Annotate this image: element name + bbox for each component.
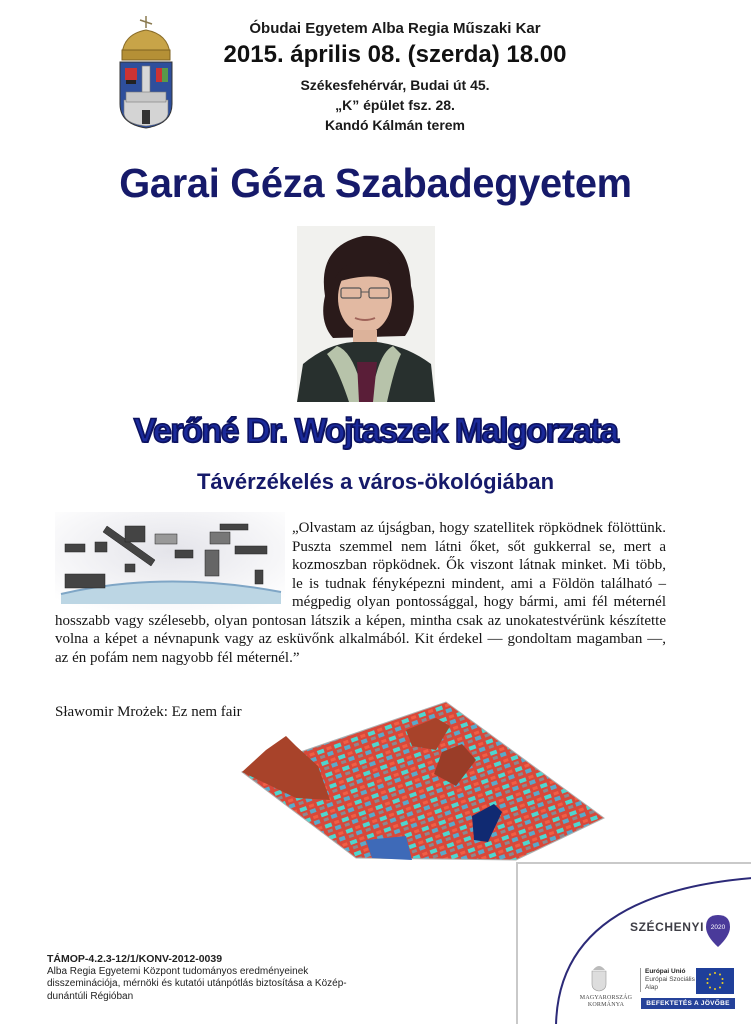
invest-slogan-bar: BEFEKTETÉS A JÖVŐBE <box>641 998 735 1009</box>
szechenyi-2020-pin-icon <box>705 914 731 948</box>
series-title: Garai Géza Szabadegyetem <box>119 160 632 206</box>
address-line-street: Székesfehérvár, Budai út 45. <box>300 77 490 93</box>
address-line-building: „K” épület fsz. 28. <box>335 97 455 113</box>
eu-label-line1: Európai Unió <box>645 968 686 975</box>
hungarian-government-crest-icon <box>590 960 608 992</box>
event-header <box>190 20 600 135</box>
sponsor-logo-panel <box>516 862 751 1024</box>
eu-flag-icon <box>696 968 734 994</box>
illustration-spacer <box>55 519 292 611</box>
organization-name: Óbudai Egyetem Alba Regia Műszaki Kar <box>249 20 541 37</box>
eu-fund-label <box>640 968 695 992</box>
funding-project-code: TÁMOP-4.2.3-12/1/KONV-2012-0039 <box>47 953 223 965</box>
university-crest-logo <box>116 14 176 130</box>
funding-info <box>47 953 367 1003</box>
speaker-name: Verőné Dr. Wojtaszek Malgorzata <box>133 412 618 450</box>
szechenyi-2020-label: SZÉCHENYI <box>630 920 705 934</box>
quote-block <box>55 519 666 667</box>
event-datetime: 2015. április 08. (szerda) 18.00 <box>223 41 567 68</box>
eu-label-line2: Európai Szociális <box>645 976 695 983</box>
government-label-line1: MAGYARORSZÁG <box>579 995 633 1001</box>
quote-attribution: Sławomir Mrożek: Ez nem fair <box>55 704 242 720</box>
eu-label-line3: Alap <box>645 984 659 991</box>
satellite-terrain-3d-image <box>236 690 608 862</box>
government-label-line2: KORMÁNYA <box>587 1002 625 1008</box>
government-label <box>574 995 638 1009</box>
address-line-room: Kandó Kálmán terem <box>324 117 466 133</box>
svg-text:2020: 2020 <box>710 924 726 931</box>
lecture-title: Távérzékelés a város-ökológiában <box>196 469 555 494</box>
funding-description: Alba Regia Egyetemi Központ tudományos eredményeinek disszeminációja, mérnöki és kutatói utánpótlás biztosítása a Közép-dunántúli Régióban <box>47 965 347 1002</box>
speaker-portrait-photo <box>297 226 435 402</box>
quote-text: „Olvastam az újságban, hogy szatellitek röpködnek fölöttünk. Puszta szemmel nem látni őket, sőt gukkerral se, mert a kozmoszban röpködnek. Ők viszont látnak minket. Mi több, le is tudnak fényképezni mindent, ami a Földön található – mégpedig olyan pontossággal, hogy bármi, ami fél méternél hosszabb vagy szélesebb, olyan pontosan látszik a képen, mintha csak az unokatestvérünk készítette volna a képet a névnapunk vagy az esküvőnk alkalmából. Kit érdekel — gondoltam magamban —, az én pofám nem nagyobb fél méternél.” <box>55 520 666 666</box>
